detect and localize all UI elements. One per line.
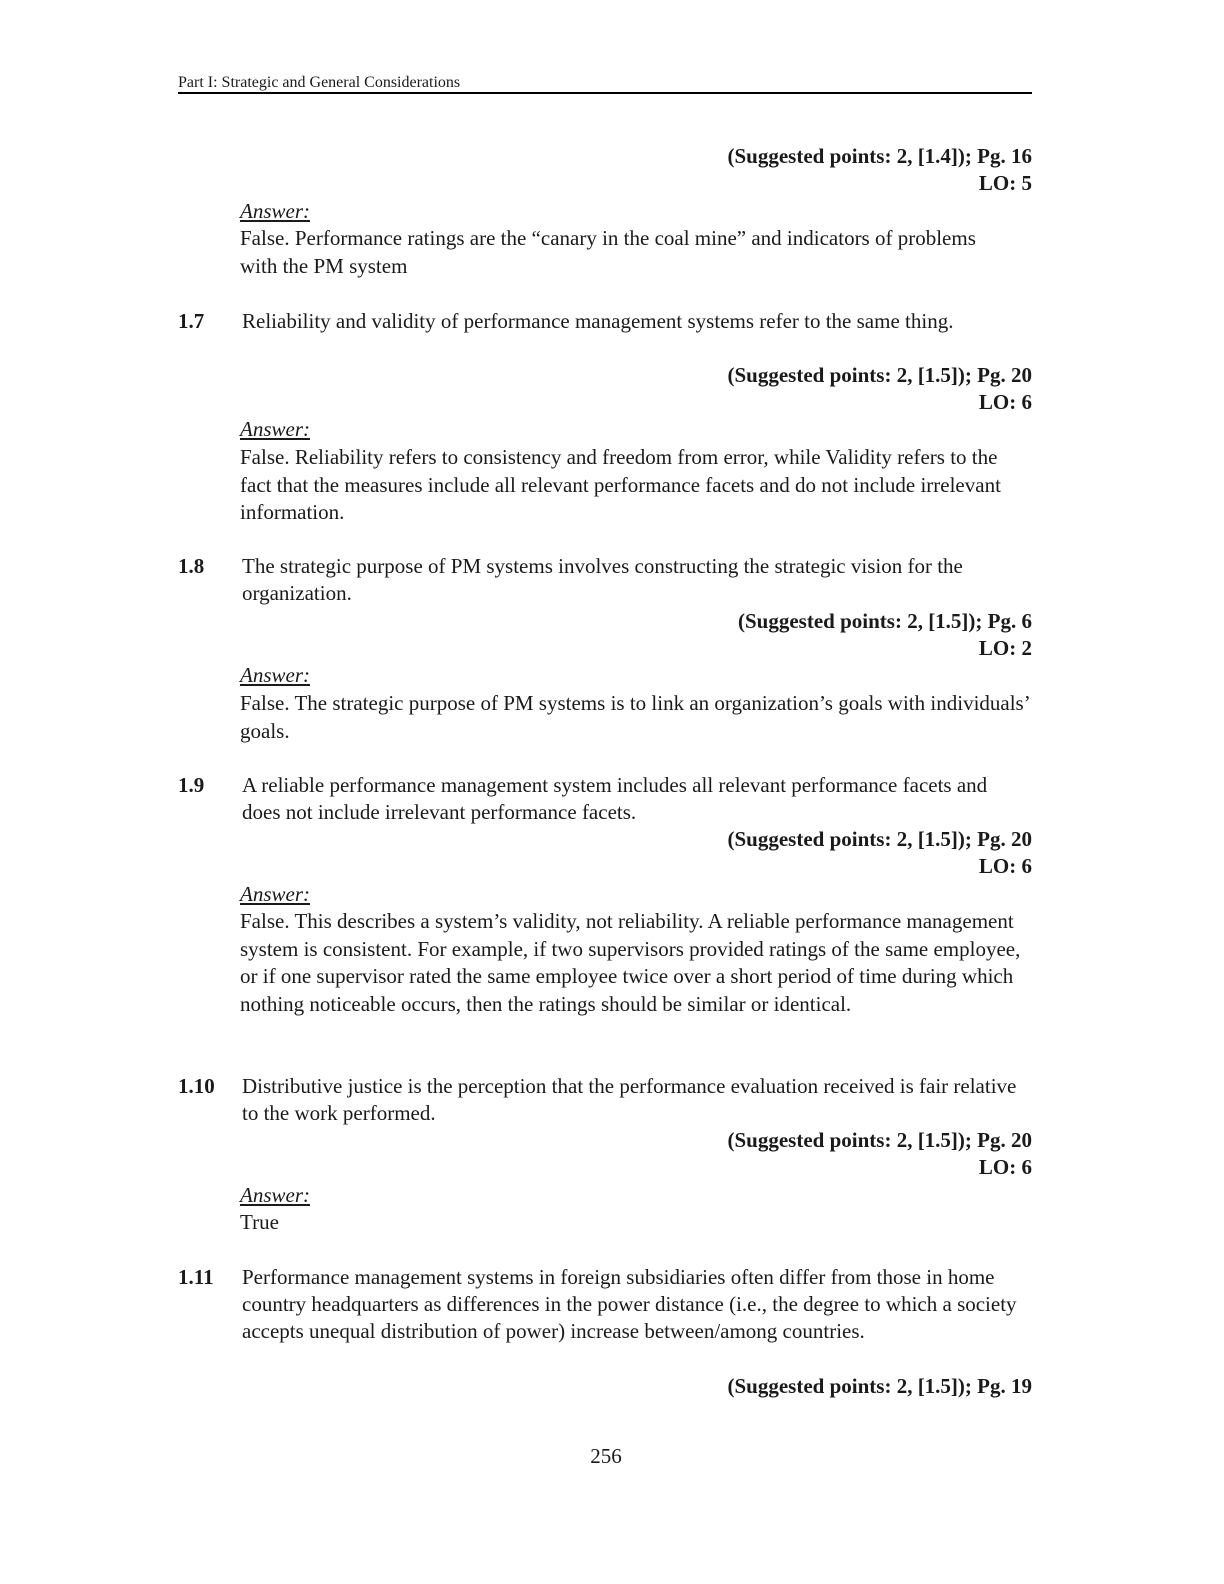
answer-text: False. Performance ratings are the “canary in the coal mine” and indicators of problems with the PM system: [240, 226, 976, 278]
question-text: Reliability and validity of performance management systems refer to the same thing.: [242, 309, 954, 333]
answer-label: Answer:: [240, 199, 310, 223]
learning-objective: LO: 5: [978, 171, 1032, 195]
question-text: The strategic purpose of PM systems involves constructing the strategic vision for the organization.: [242, 554, 963, 605]
answer-text: False. This describes a system’s validity, not reliability. A reliable performance management system is consistent. For example, if two supervisors provided ratings of the same employee, or if one supervisor rated the same employee twice over a short period of time during which nothing noticeable occurs, then the ratings should be similar or identical.: [240, 909, 1021, 1016]
question-number: 1.8: [178, 554, 205, 578]
question-number: 1.10: [178, 1074, 215, 1098]
answer-text: False. The strategic purpose of PM systems is to link an organization’s goals with individuals’ goals.: [240, 691, 1030, 743]
page-number: 256: [590, 1444, 622, 1468]
question-number: 1.11: [178, 1265, 214, 1289]
answer-text: True: [240, 1210, 279, 1234]
question-number: 1.7: [178, 309, 205, 333]
learning-objective: LO: 6: [978, 854, 1032, 878]
suggested-points: (Suggested points: 2, [1.5]); Pg. 20: [727, 827, 1032, 851]
answer-label: Answer:: [240, 417, 310, 441]
suggested-points: (Suggested points: 2, [1.5]); Pg. 19: [727, 1374, 1032, 1398]
answer-label: Answer:: [240, 882, 310, 906]
answer-label: Answer:: [240, 663, 310, 687]
suggested-points: (Suggested points: 2, [1.5]); Pg. 6: [738, 609, 1032, 633]
question-text: Performance management systems in foreign subsidiaries often differ from those in home country headquarters as differences in the power distance (i.e., the degree to which a society accepts unequal distribution of power) increase between/among countries.: [242, 1265, 1017, 1343]
question-number: 1.9: [178, 773, 205, 797]
suggested-points: (Suggested points: 2, [1.5]); Pg. 20: [727, 1128, 1032, 1152]
running-header: Part I: Strategic and General Considerations: [178, 74, 1032, 94]
suggested-points: (Suggested points: 2, [1.4]); Pg. 16: [727, 144, 1032, 168]
learning-objective: LO: 2: [978, 636, 1032, 660]
suggested-points: (Suggested points: 2, [1.5]); Pg. 20: [727, 363, 1032, 387]
answer-label: Answer:: [240, 1183, 310, 1207]
learning-objective: LO: 6: [978, 1155, 1032, 1179]
question-text: Distributive justice is the perception that the performance evaluation received is fair relative to the work performed.: [242, 1074, 1017, 1125]
question-text: A reliable performance management system includes all relevant performance facets and does not include irrelevant performance facets.: [242, 773, 988, 824]
answer-text: False. Reliability refers to consistency and freedom from error, while Validity refers to the fact that the measures include all relevant performance facets and do not include irrelevant information.: [240, 445, 1001, 524]
learning-objective: LO: 6: [978, 390, 1032, 414]
